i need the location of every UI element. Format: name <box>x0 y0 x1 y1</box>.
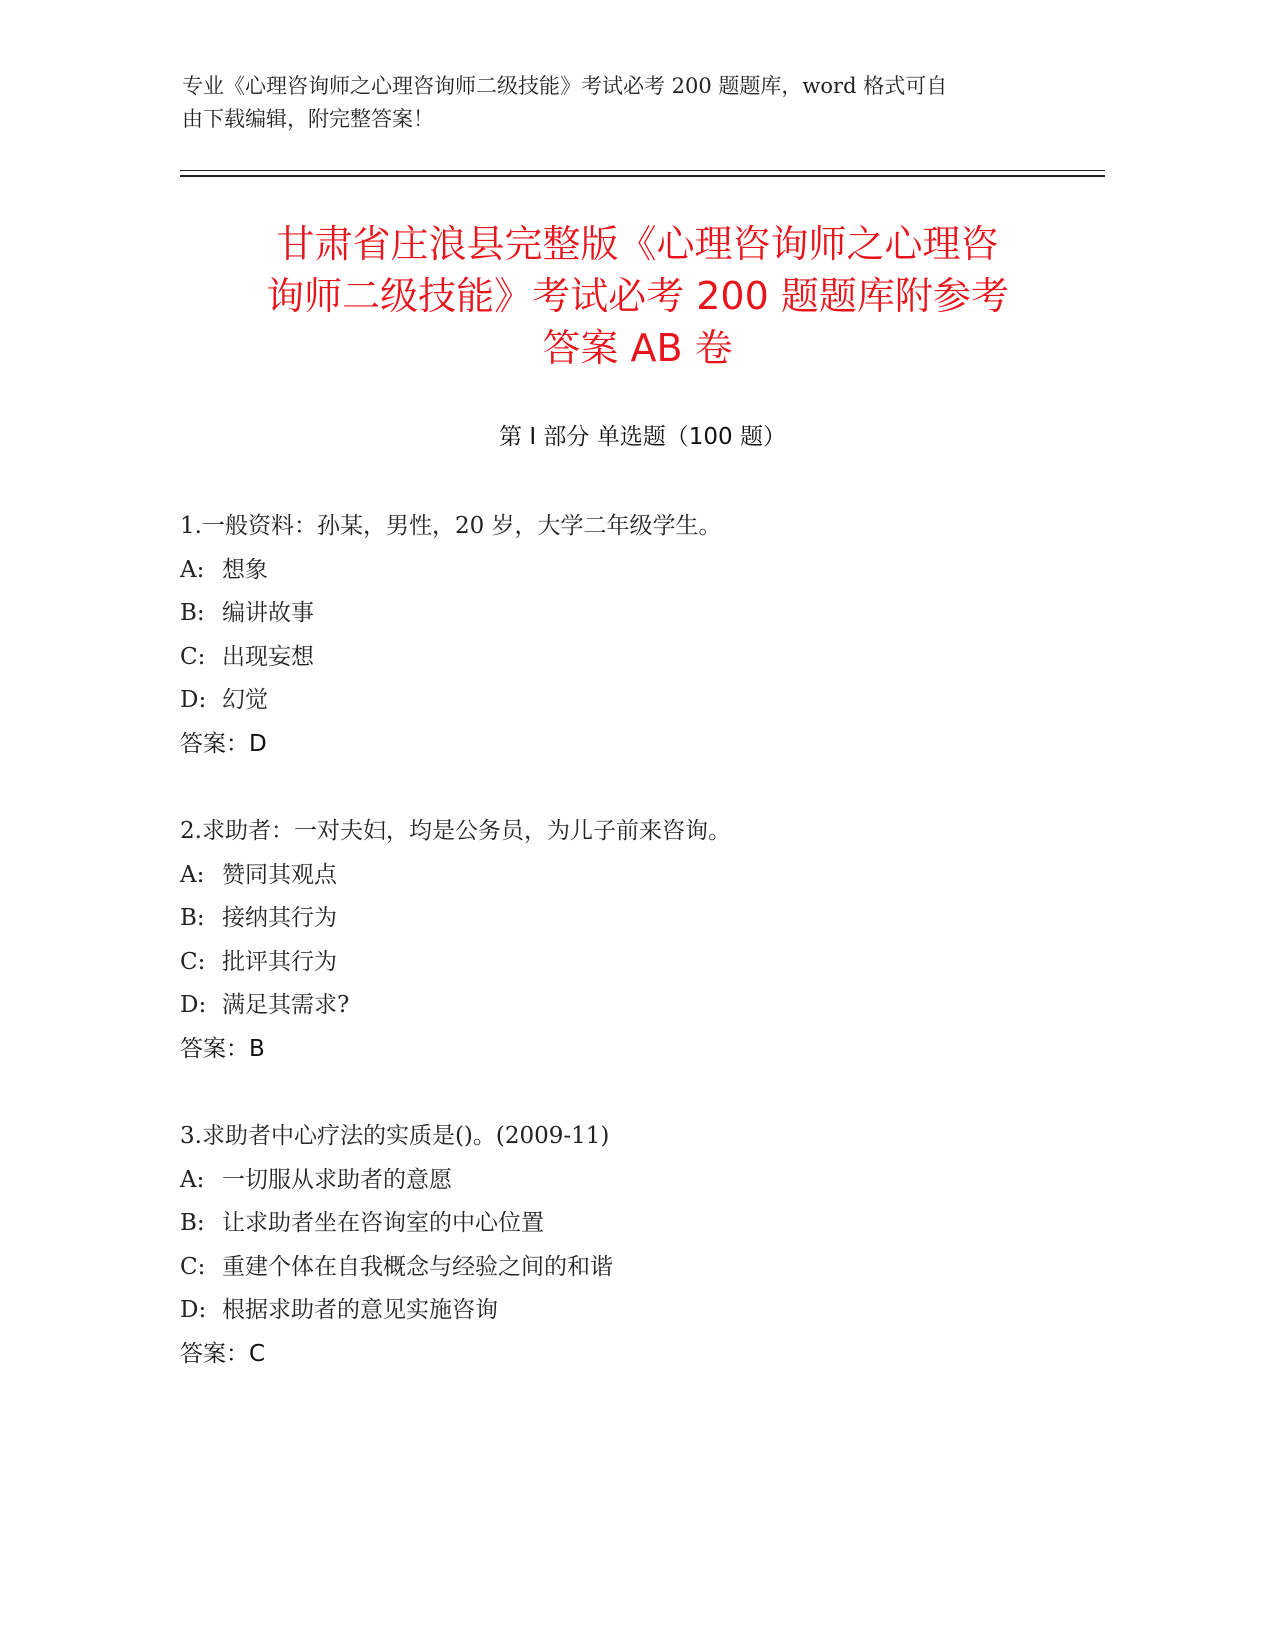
document-title <box>170 218 1105 374</box>
question-stem: 2.求助者：一对夫妇，均是公务员，为儿子前来咨询。 <box>180 818 731 844</box>
option-d <box>180 679 1105 723</box>
option-text: 一切服从求助者的意愿 <box>222 1166 452 1193</box>
option-text: 满足其需求? <box>222 992 350 1018</box>
option-key: D: <box>180 1297 207 1323</box>
option-text: 想象 <box>222 556 268 583</box>
option-text: 编讲故事 <box>222 600 314 626</box>
option-key: A: <box>180 1166 205 1193</box>
option-key: B: <box>180 905 205 931</box>
option-a <box>180 1159 1105 1203</box>
option-text: 重建个体在自我概念与经验之间的和谐 <box>222 1253 613 1280</box>
option-key: D: <box>180 687 207 713</box>
question-list <box>180 505 1105 1420</box>
option-d <box>180 1289 1105 1333</box>
option-text: 幻觉 <box>222 687 268 713</box>
answer-label: 答案：D <box>180 730 267 757</box>
option-b <box>180 897 1105 941</box>
option-a <box>180 549 1105 593</box>
question-1 <box>180 505 1105 766</box>
option-c <box>180 1246 1105 1290</box>
option-key: C: <box>180 948 206 975</box>
option-text: 根据求助者的意见实施咨询 <box>222 1297 498 1323</box>
section-heading: 第 I 部分 单选题（100 题） <box>499 424 786 450</box>
answer-label: 答案：B <box>180 1035 265 1062</box>
option-text: 批评其行为 <box>222 948 337 975</box>
option-b <box>180 1202 1105 1246</box>
question-stem: 3.求助者中心疗法的实质是()。(2009-11) <box>180 1123 610 1149</box>
option-text: 赞同其观点 <box>222 861 337 888</box>
header-rule-thin <box>180 170 1105 171</box>
option-key: B: <box>180 1210 205 1236</box>
option-key: D: <box>180 992 207 1018</box>
title-line-2: 询师二级技能》考试必考 200 题题库附参考 <box>266 274 1009 318</box>
question-3 <box>180 1115 1105 1376</box>
option-key: B: <box>180 600 205 626</box>
option-text: 出现妄想 <box>222 643 314 670</box>
header-note-line-1: 专业《心理咨询师之心理咨询师二级技能》考试必考 200 题题库，word 格式可自 <box>182 74 948 98</box>
option-key: A: <box>180 556 205 583</box>
option-text: 接纳其行为 <box>222 905 337 931</box>
header-rule-thick <box>180 175 1105 177</box>
option-c <box>180 636 1105 680</box>
option-b <box>180 592 1105 636</box>
question-stem: 1.一般资料：孙某，男性，20 岁，大学二年级学生。 <box>180 513 722 539</box>
option-d <box>180 984 1105 1028</box>
header-note-line-2: 由下载编辑，附完整答案！ <box>182 107 434 131</box>
answer-label: 答案：C <box>180 1340 266 1367</box>
option-key: C: <box>180 643 206 670</box>
option-a <box>180 854 1105 898</box>
title-line-3: 答案 AB 卷 <box>542 326 733 370</box>
option-key: C: <box>180 1253 206 1280</box>
question-2 <box>180 810 1105 1071</box>
option-key: A: <box>180 861 205 888</box>
header-note <box>182 70 1062 136</box>
option-text: 让求助者坐在咨询室的中心位置 <box>222 1210 544 1236</box>
title-line-1: 甘肃省庄浪县完整版《心理咨询师之心理咨 <box>276 222 999 266</box>
option-c <box>180 941 1105 985</box>
